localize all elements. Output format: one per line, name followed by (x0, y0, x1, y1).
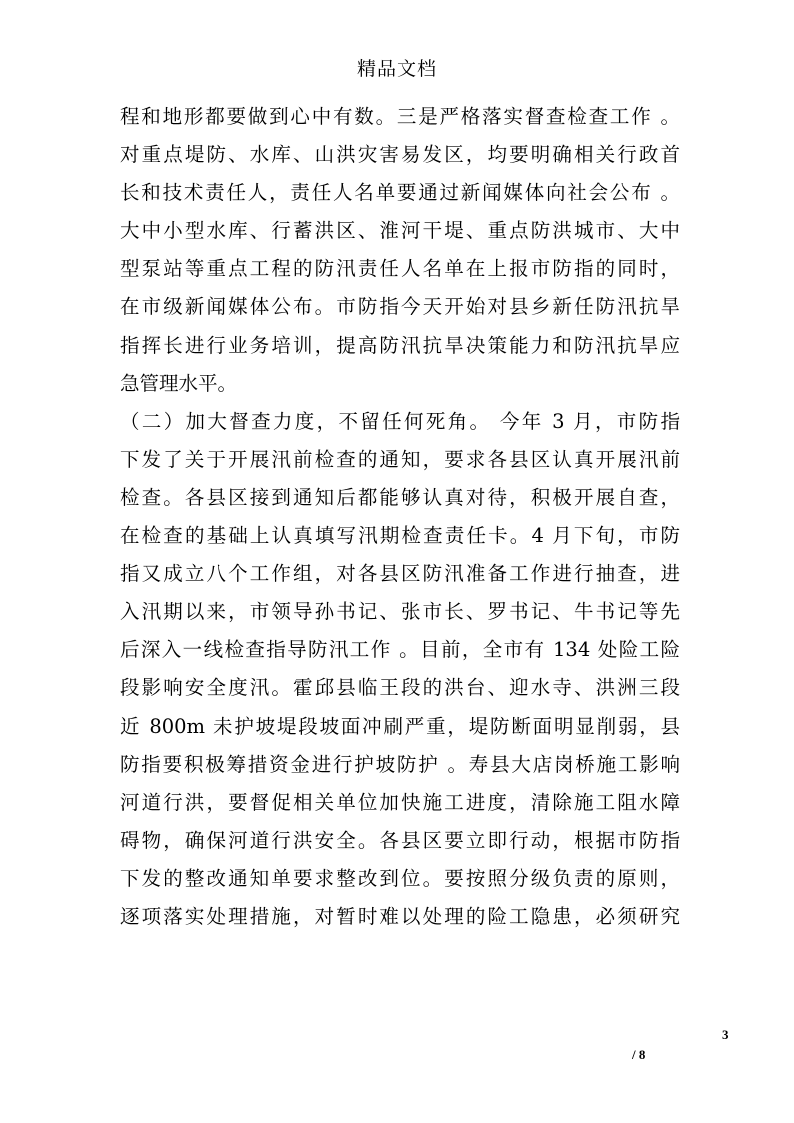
text-line: 程和地形都要做到心中有数。三是严格落实督查检查工作 。 (120, 105, 680, 128)
text-line: 对重点堤防、水库、山洪灾害易发区，均要明确相关行政首 (120, 143, 680, 167)
text-line: 段影响安全度汛。霍邱县临王段的洪台、迎水寺、洪洲三段 (120, 676, 680, 700)
text-line: 近 800m 未护坡堤段坡面冲刷严重，堤防断面明显削弱，县 (120, 714, 680, 738)
text-line: 在检查的基础上认真填写汛期检查责任卡。4 月下旬，市防 (120, 524, 680, 548)
text-line: （二）加大督查力度，不留任何死角。 今年 3 月，市防指 (120, 409, 680, 433)
document-body (120, 98, 680, 936)
text-line: 型泵站等重点工程的防汛责任人名单在上报市防指的同时， (120, 257, 680, 281)
text-line: 后深入一线检查指导防汛工作 。目前，全市有 134 处险工险 (120, 638, 680, 662)
text-line: 下发的整改通知单要求整改到位。要按照分级负责的原则， (120, 866, 680, 890)
text-line: 河道行洪，要督促相关单位加快施工进度，清除施工阻水障 (120, 790, 680, 814)
text-line: 检查。各县区接到通知后都能够认真对待，积极开展自查， (120, 485, 680, 509)
document-header: 精品文档 (356, 58, 437, 80)
page-number: 3 (722, 1027, 729, 1042)
text-line: 大中小型水库、行蓄洪区、淮河干堤、重点防洪城市、大中 (120, 219, 680, 243)
text-line: 入汛期以来，市领导孙书记、张市长、罗书记、牛书记等先 (120, 600, 680, 624)
text-line: 下发了关于开展汛前检查的通知，要求各县区认真开展汛前 (120, 447, 680, 471)
text-line: 在市级新闻媒体公布。市防指今天开始对县乡新任防汛抗旱 (120, 295, 680, 319)
text-line: 逐项落实处理措施，对暂时难以处理的险工隐患，必须研究 (120, 904, 680, 928)
text-line: 指挥长进行业务培训，提高防汛抗旱决策能力和防汛抗旱应 (120, 333, 680, 357)
page-total: / 8 (632, 1047, 646, 1062)
text-line: 长和技术责任人，责任人名单要通过新闻媒体向社会公布 。 (120, 181, 680, 205)
text-line: 碍物，确保河道行洪安全。各县区要立即行动，根据市防指 (120, 828, 680, 852)
text-line: 急管理水平。 (120, 371, 238, 395)
text-line: 指又成立八个工作组，对各县区防汛准备工作进行抽查，进 (120, 562, 680, 586)
text-line: 防指要积极筹措资金进行护坡防护 。寿县大店岗桥施工影响 (120, 752, 680, 776)
